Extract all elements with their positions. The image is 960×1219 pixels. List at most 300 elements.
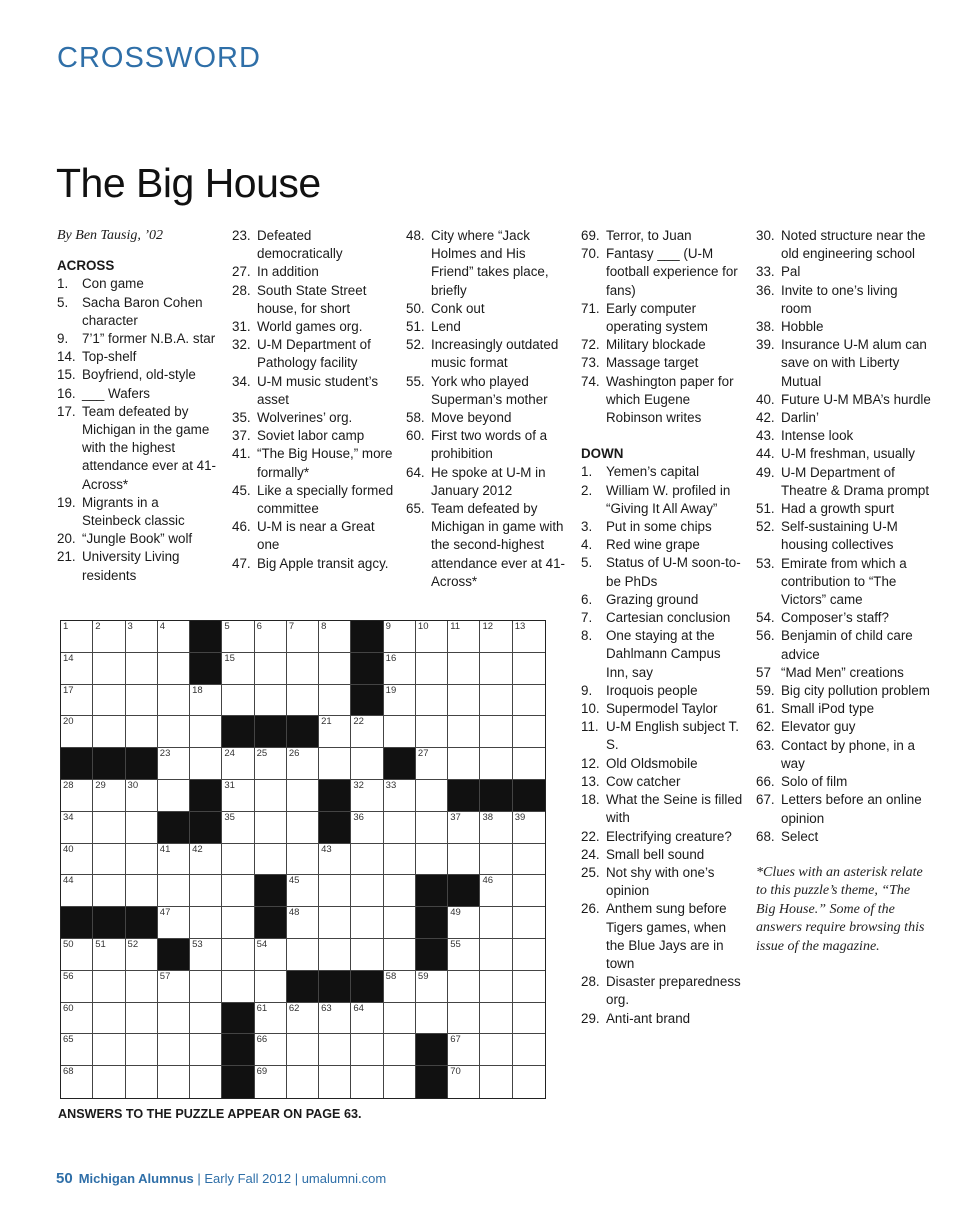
grid-cell[interactable] [255, 844, 287, 876]
grid-cell[interactable] [158, 748, 190, 780]
across-clue [406, 409, 571, 427]
grid-cell[interactable] [480, 1066, 512, 1098]
grid-cell[interactable] [255, 1066, 287, 1098]
grid-cell[interactable] [190, 1034, 222, 1066]
grid-cell[interactable] [158, 621, 190, 653]
grid-cell[interactable] [126, 653, 158, 685]
black-square [287, 716, 319, 748]
clue-text: 7’1” former N.B.A. star [82, 331, 216, 347]
grid-cell[interactable] [480, 971, 512, 1003]
grid-cell[interactable] [158, 1003, 190, 1035]
clue-number: 23. [232, 228, 251, 243]
grid-cell[interactable] [448, 844, 480, 876]
grid-cell[interactable] [448, 907, 480, 939]
cell-number: 1 [63, 621, 69, 632]
clue-text: Soviet labor camp [257, 428, 365, 444]
grid-cell[interactable] [158, 653, 190, 685]
grid-cell[interactable] [255, 621, 287, 653]
grid-cell[interactable] [126, 1066, 158, 1098]
grid-cell[interactable] [158, 1066, 190, 1098]
clue-text: “Mad Men” creations [781, 664, 904, 680]
grid-cell[interactable] [416, 748, 448, 780]
grid-cell[interactable] [126, 1003, 158, 1035]
grid-cell[interactable] [416, 971, 448, 1003]
grid-cell[interactable] [287, 1034, 319, 1066]
grid-cell[interactable] [222, 812, 254, 844]
grid-cell[interactable] [384, 1066, 416, 1098]
grid-cell[interactable] [480, 844, 512, 876]
across-clue [57, 366, 217, 384]
grid-cell[interactable] [158, 716, 190, 748]
grid-cell[interactable] [190, 971, 222, 1003]
grid-cell[interactable] [93, 939, 125, 971]
clue-number: 5. [581, 555, 593, 571]
grid-cell[interactable] [255, 685, 287, 717]
down-heading: DOWN [581, 446, 624, 462]
grid-cell[interactable] [222, 844, 254, 876]
grid-cell[interactable] [61, 653, 93, 685]
clue-text: Washington paper for which Eugene Robinson writes [606, 373, 734, 426]
byline: By Ben Tausig, ’02 [57, 228, 164, 243]
cell-number: 17 [63, 684, 74, 696]
grid-cell[interactable] [351, 875, 383, 907]
grid-cell[interactable] [126, 685, 158, 717]
clue-text: Solo of film [781, 774, 848, 790]
across-clue [232, 445, 397, 481]
grid-cell[interactable] [255, 1034, 287, 1066]
grid-cell[interactable] [93, 875, 125, 907]
grid-cell[interactable] [384, 716, 416, 748]
grid-cell[interactable] [126, 812, 158, 844]
grid-cell[interactable] [287, 1003, 319, 1035]
black-square [416, 939, 448, 971]
clue-number: 22. [581, 828, 600, 844]
clue-text: U-M Department of Theatre & Drama prompt [781, 464, 930, 498]
grid-cell[interactable] [255, 748, 287, 780]
clue-number: 48. [406, 228, 425, 243]
grid-cell[interactable] [351, 1034, 383, 1066]
grid-cell[interactable] [126, 844, 158, 876]
cell-number: 23 [159, 748, 171, 760]
grid-cell[interactable] [319, 1034, 351, 1066]
grid-cell[interactable] [158, 685, 190, 717]
grid-cell[interactable] [190, 1066, 222, 1098]
grid-cell[interactable] [480, 685, 512, 717]
grid-cell[interactable] [126, 875, 158, 907]
clue-text: Con game [82, 276, 144, 292]
grid-cell[interactable] [61, 939, 93, 971]
clue-number: 26. [581, 901, 600, 917]
grid-cell[interactable] [190, 844, 222, 876]
grid-cell[interactable] [448, 685, 480, 717]
clue-text: Top-shelf [82, 349, 137, 365]
grid-cell[interactable] [513, 1066, 545, 1098]
grid-cell[interactable] [384, 907, 416, 939]
grid-cell[interactable] [222, 971, 254, 1003]
cell-number: 6 [256, 621, 262, 632]
cell-number: 12 [482, 621, 494, 632]
grid-cell[interactable] [158, 875, 190, 907]
grid-cell[interactable] [513, 748, 545, 780]
grid-cell[interactable] [126, 939, 158, 971]
down-clue [756, 227, 931, 263]
grid-cell[interactable] [190, 748, 222, 780]
grid-cell[interactable] [319, 716, 351, 748]
grid-cell[interactable] [190, 907, 222, 939]
cell-number: 34 [63, 811, 74, 823]
grid-cell[interactable] [158, 780, 190, 812]
grid-cell[interactable] [384, 1034, 416, 1066]
grid-cell[interactable] [158, 844, 190, 876]
grid-cell[interactable] [416, 1003, 448, 1035]
grid-cell[interactable] [190, 939, 222, 971]
grid-cell[interactable] [448, 1003, 480, 1035]
cell-number: 24 [224, 748, 235, 760]
clue-number: 45. [232, 482, 251, 498]
across-clue [232, 373, 397, 409]
grid-cell[interactable] [287, 780, 319, 812]
grid-cell[interactable] [61, 1034, 93, 1066]
cell-number: 56 [63, 970, 74, 982]
grid-cell[interactable] [190, 1003, 222, 1035]
grid-cell[interactable] [93, 844, 125, 876]
grid-cell[interactable] [448, 716, 480, 748]
grid-cell[interactable] [287, 875, 319, 907]
clue-text: Red wine grape [606, 537, 700, 553]
grid-cell[interactable] [384, 1003, 416, 1035]
grid-cell[interactable] [158, 971, 190, 1003]
grid-cell[interactable] [448, 971, 480, 1003]
cell-number: 3 [127, 621, 133, 632]
grid-cell[interactable] [351, 780, 383, 812]
grid-cell[interactable] [93, 621, 125, 653]
grid-cell[interactable] [319, 621, 351, 653]
grid-cell[interactable] [287, 939, 319, 971]
black-square [222, 1003, 254, 1035]
cell-number: 39 [514, 811, 526, 823]
grid-cell[interactable] [222, 907, 254, 939]
cell-number: 10 [417, 621, 429, 632]
clue-text: Noted structure near the old engineering school [781, 228, 926, 262]
grid-cell[interactable] [93, 1003, 125, 1035]
cell-number: 52 [127, 938, 139, 950]
grid-cell[interactable] [384, 685, 416, 717]
grid-cell[interactable] [255, 653, 287, 685]
grid-cell[interactable] [384, 844, 416, 876]
grid-cell[interactable] [287, 907, 319, 939]
clue-text: Cow catcher [606, 773, 681, 789]
grid-cell[interactable] [351, 1003, 383, 1035]
grid-cell[interactable] [416, 780, 448, 812]
puzzle-title: The Big House [56, 160, 321, 206]
black-square [287, 971, 319, 1003]
grid-cell[interactable] [351, 716, 383, 748]
footer-info: | Early Fall 2012 | umalumni.com [197, 1171, 387, 1186]
down-clue [581, 718, 746, 754]
grid-cell[interactable] [384, 939, 416, 971]
grid-cell[interactable] [319, 748, 351, 780]
across-clue [232, 336, 397, 372]
clue-column-4 [581, 227, 746, 1028]
cell-number: 18 [192, 684, 203, 696]
grid-cell[interactable] [287, 748, 319, 780]
clue-text: Supermodel Taylor [606, 701, 718, 717]
grid-cell[interactable] [513, 844, 545, 876]
clue-text: Status of U-M soon-to-be PhDs [606, 555, 741, 589]
grid-cell[interactable] [287, 812, 319, 844]
cell-number: 55 [450, 938, 461, 950]
grid-cell[interactable] [513, 716, 545, 748]
grid-cell[interactable] [480, 716, 512, 748]
grid-cell[interactable] [448, 621, 480, 653]
grid-cell[interactable] [190, 875, 222, 907]
cell-number: 26 [288, 748, 300, 760]
cell-number: 4 [159, 621, 166, 632]
cell-number: 29 [95, 779, 106, 791]
clue-text: He spoke at U-M in January 2012 [431, 464, 546, 498]
grid-cell[interactable] [416, 685, 448, 717]
clue-column-5 [756, 227, 931, 956]
across-clue [406, 318, 571, 336]
clue-number: 9. [57, 331, 69, 347]
grid-cell[interactable] [61, 1066, 93, 1098]
clue-number: 28. [581, 974, 600, 990]
cell-number: 70 [450, 1066, 461, 1078]
grid-cell[interactable] [126, 621, 158, 653]
across-clue [57, 530, 217, 548]
grid-cell[interactable] [222, 780, 254, 812]
black-square [126, 748, 158, 780]
clue-number: 31. [232, 319, 251, 335]
grid-cell[interactable] [255, 939, 287, 971]
grid-cell[interactable] [61, 716, 93, 748]
grid-cell[interactable] [480, 653, 512, 685]
grid-cell[interactable] [480, 1003, 512, 1035]
grid-cell[interactable] [126, 780, 158, 812]
grid-cell[interactable] [93, 653, 125, 685]
grid-cell[interactable] [513, 1034, 545, 1066]
clue-number: 37. [232, 428, 251, 444]
grid-cell[interactable] [255, 780, 287, 812]
clue-number: 62. [756, 719, 775, 735]
grid-cell[interactable] [158, 907, 190, 939]
grid-cell[interactable] [319, 685, 351, 717]
grid-cell[interactable] [61, 844, 93, 876]
grid-cell[interactable] [61, 875, 93, 907]
grid-cell[interactable] [513, 653, 545, 685]
grid-cell[interactable] [384, 812, 416, 844]
grid-cell[interactable] [222, 685, 254, 717]
clue-text: Massage target [606, 355, 699, 371]
grid-cell[interactable] [61, 812, 93, 844]
clue-text: Anti-ant brand [606, 1010, 691, 1026]
grid-cell[interactable] [255, 971, 287, 1003]
grid-cell[interactable] [222, 939, 254, 971]
clue-text: Self-sustaining U-M housing collectives [781, 519, 898, 553]
clue-number: 29. [581, 1010, 600, 1026]
clue-number: 11. [581, 719, 599, 735]
grid-cell[interactable] [93, 685, 125, 717]
grid-cell[interactable] [319, 907, 351, 939]
grid-cell[interactable] [287, 685, 319, 717]
down-clue [756, 682, 931, 700]
crossword-grid [60, 620, 546, 1099]
clue-number: 41. [232, 446, 251, 462]
grid-cell[interactable] [384, 875, 416, 907]
grid-cell[interactable] [513, 971, 545, 1003]
grid-cell[interactable] [351, 812, 383, 844]
down-clue [756, 409, 931, 427]
cell-number: 15 [224, 652, 235, 664]
clue-number: 1. [581, 464, 593, 480]
grid-cell[interactable] [416, 716, 448, 748]
grid-cell[interactable] [255, 812, 287, 844]
grid-cell[interactable] [222, 748, 254, 780]
grid-cell[interactable] [480, 748, 512, 780]
grid-cell[interactable] [448, 1066, 480, 1098]
grid-cell[interactable] [448, 812, 480, 844]
grid-cell[interactable] [222, 653, 254, 685]
grid-cell[interactable] [416, 844, 448, 876]
down-clue [581, 973, 746, 1009]
across-clue [57, 330, 217, 348]
grid-cell[interactable] [384, 621, 416, 653]
clue-number: 35. [232, 410, 251, 426]
cell-number: 64 [353, 1002, 364, 1014]
cell-number: 37 [450, 811, 461, 823]
black-square [61, 907, 93, 939]
grid-cell[interactable] [480, 939, 512, 971]
grid-cell[interactable] [448, 653, 480, 685]
grid-cell[interactable] [287, 844, 319, 876]
grid-cell[interactable] [513, 939, 545, 971]
grid-cell[interactable] [287, 1066, 319, 1098]
grid-cell[interactable] [287, 653, 319, 685]
grid-cell[interactable] [319, 653, 351, 685]
grid-cell[interactable] [384, 971, 416, 1003]
grid-cell[interactable] [513, 1003, 545, 1035]
grid-cell[interactable] [416, 621, 448, 653]
grid-cell[interactable] [61, 621, 93, 653]
grid-cell[interactable] [61, 685, 93, 717]
grid-cell[interactable] [513, 685, 545, 717]
grid-cell[interactable] [93, 716, 125, 748]
grid-cell[interactable] [126, 716, 158, 748]
grid-cell[interactable] [61, 1003, 93, 1035]
grid-cell[interactable] [222, 621, 254, 653]
clue-number: 25. [581, 864, 600, 880]
grid-cell[interactable] [61, 971, 93, 1003]
grid-cell[interactable] [448, 1034, 480, 1066]
clue-text: Benjamin of child care advice [781, 628, 913, 662]
black-square [190, 812, 222, 844]
grid-cell[interactable] [351, 907, 383, 939]
grid-cell[interactable] [319, 1003, 351, 1035]
clue-number: 33. [756, 264, 775, 280]
across-list-1 [57, 275, 217, 584]
grid-cell[interactable] [61, 780, 93, 812]
grid-cell[interactable] [126, 1034, 158, 1066]
grid-cell[interactable] [448, 748, 480, 780]
grid-cell[interactable] [319, 939, 351, 971]
cell-number: 44 [63, 875, 74, 887]
clue-number: 5. [57, 294, 69, 310]
clue-number: 40. [756, 391, 775, 407]
grid-cell[interactable] [93, 1034, 125, 1066]
clue-text: U-M English subject T. S. [606, 719, 739, 753]
black-square [93, 748, 125, 780]
grid-cell[interactable] [480, 812, 512, 844]
grid-cell[interactable] [158, 1034, 190, 1066]
grid-cell[interactable] [351, 939, 383, 971]
across-clue [232, 263, 397, 281]
clue-number: 74. [581, 373, 600, 389]
clue-number: 64. [406, 464, 425, 480]
grid-cell[interactable] [319, 875, 351, 907]
grid-cell[interactable] [480, 907, 512, 939]
clue-number: 50. [406, 300, 425, 316]
grid-cell[interactable] [222, 875, 254, 907]
grid-cell[interactable] [384, 653, 416, 685]
grid-cell[interactable] [480, 621, 512, 653]
cell-number: 35 [224, 811, 235, 823]
clue-number: 9. [581, 682, 593, 698]
grid-cell[interactable] [416, 812, 448, 844]
clue-text: U-M music student’s asset [257, 373, 379, 407]
grid-cell[interactable] [190, 685, 222, 717]
grid-cell[interactable] [319, 1066, 351, 1098]
grid-cell[interactable] [351, 748, 383, 780]
black-square [222, 1066, 254, 1098]
grid-cell[interactable] [480, 1034, 512, 1066]
clue-text: Emirate from which a contribution to “The Victors” came [781, 555, 907, 608]
clue-number: 13. [581, 773, 600, 789]
grid-cell[interactable] [513, 812, 545, 844]
grid-cell[interactable] [416, 653, 448, 685]
clue-number: 58. [406, 410, 425, 426]
grid-cell[interactable] [190, 716, 222, 748]
down-clue [581, 463, 746, 481]
clue-text: Not shy with one’s opinion [606, 864, 715, 899]
grid-cell[interactable] [513, 875, 545, 907]
grid-cell[interactable] [384, 780, 416, 812]
grid-cell[interactable] [255, 1003, 287, 1035]
cell-number: 13 [514, 621, 526, 632]
clue-number: 28. [232, 282, 251, 298]
grid-cell[interactable] [93, 812, 125, 844]
clue-text: Lend [431, 319, 461, 335]
grid-cell[interactable] [319, 844, 351, 876]
clue-number: 36. [756, 282, 775, 298]
grid-cell[interactable] [93, 780, 125, 812]
grid-cell[interactable] [480, 875, 512, 907]
grid-cell[interactable] [448, 939, 480, 971]
grid-cell[interactable] [513, 621, 545, 653]
grid-cell[interactable] [513, 907, 545, 939]
magazine-name: Michigan Alumnus [78, 1171, 194, 1186]
grid-cell[interactable] [351, 1066, 383, 1098]
across-clue [57, 348, 217, 366]
grid-cell[interactable] [351, 844, 383, 876]
clue-text: Team defeated by Michigan in the game with the highest attendance ever at 41-Across* [82, 403, 216, 492]
grid-cell[interactable] [126, 971, 158, 1003]
clue-number: 59. [756, 683, 775, 699]
grid-cell[interactable] [287, 621, 319, 653]
down-clue [581, 482, 746, 518]
clue-text: Boyfriend, old-style [82, 367, 196, 383]
grid-cell[interactable] [93, 1066, 125, 1098]
grid-cell[interactable] [93, 971, 125, 1003]
